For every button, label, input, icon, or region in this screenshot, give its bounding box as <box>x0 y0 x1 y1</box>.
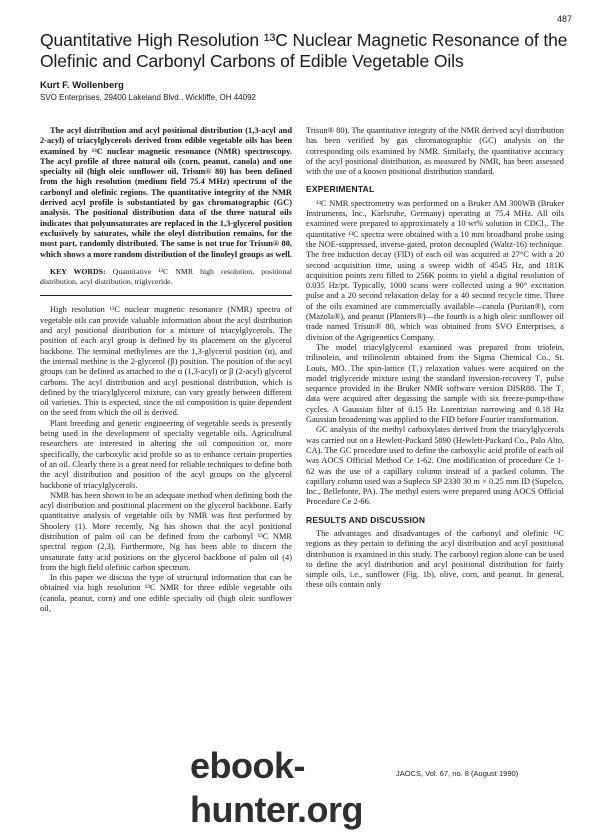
abstract-divider <box>40 295 292 296</box>
experimental-paragraph: ¹³C NMR spectrometry was performed on a Bruker AM 300WB (Bruker Instruments, Inc., Karlsruhe, Germany) operating at 75.4 MHz. All oils examined were prepared to approximately a 10 wt% solution in CDCl₃. The quantitative ¹³C spectra were obtained with a 10 mm broadband probe using the NOE-suppressed, inverse-gated, proton decoupled (Waltz-16) technique. The free induction decay (FID) of each oil was acquired at 27°C with a 20 second acquisition time, using a sweep width of 4545 Hz, and 181K acquisition points zero filled to 256K points to yield a digital resolution of 0.035 Hz/pt. Typically, 1000 scans were collected using a 90° excitation pulse and a 20 second relaxation delay for a 40 second recycle time. Three of the oils examined are commercially available—canola (Puritan®), corn (Mazola®), and peanut (Planters®)—the fourth is a high oleic sunflower oil trade named Trisun® 80, which was obtained from SVO Enterprises, a division of the Agrigenetics Company. <box>306 198 564 342</box>
left-column <box>40 126 292 614</box>
keywords-text: Quantitative ¹³C NMR high resolution, positional distribution, acyl distribution, triglyceride. <box>40 266 292 287</box>
article-title: Quantitative High Resolution ¹³C Nuclear Magnetic Resonance of the Olefinic and Carbonyl Carbons of Edible Vegetable Oils <box>40 30 568 71</box>
results-paragraph: The advantages and disadvantages of the carbonyl and olefinic ¹³C regions as they pertain to defining the acyl distribution and acyl positional distribution is examined in this study. The carbonyl region alone can be used to define the acyl distribution and acyl positional distribution for fairly simple oils, i.e., sunflower (Fig. 1b), olive, corn, and peanut. In general, these oils contain only <box>306 528 564 590</box>
right-column <box>306 126 564 591</box>
page-number: 487 <box>556 14 572 24</box>
experimental-paragraph: The model triacylglycerol examined was prepared from triolein, trilinolein, and trilinolenin obtained from the Sigma Chemical Co., St. Louis, MO. The spin-lattice (T₁) relaxation values were acquired on the model triglyceride mixture using the standard inversion-recovery T₁ pulse sequence provided in the Bruker NMR software version DISR88. The T₁ data were acquired after degassing the sample with six freeze-pump-thaw cycles. A Gaussian filter of 0.15 Hz Lorentzian narrowing and 0.18 Hz Gaussian broadening was applied to the FID before Fourier transformation. <box>306 342 564 425</box>
intro-paragraph: High resolution ¹³C nuclear magnetic resonance (NMR) spectra of vegetable oils can provide valuable information about the acyl distribution and acyl positional distribution for a mixture of triacylglycerols. The position of each acyl group is defined by its placement on the glycerol backbone. The terminal methylenes are the 1,3-glycerol position (α), and the internal methine is the 2-glycerol (β) position. The position of the acyl groups can be defined as attached to the α (1,3-acyl) or β (2-acyl) glycerol carbons. The acyl distribution and acyl positional distribution, which is defined by the triacylglycerol mixture, can vary greatly between different oil varieties. This is expected, since the oil composition is quite dependent on the seed from which the oil is derived. <box>40 305 292 418</box>
intro-paragraph: Plant breeding and genetic engineering of vegetable seeds is presently being used in the development of specialty vegetable oils. Agricultural researchers are interested in altering the oil composition or, more specifically, the carboxylic acid profile so as to enhance certain properties of an oil. Clearly there is a great need for reliable techniques to define both the acyl distribution and position of the acyl groups on the glycerol backbone of triacylglycerols. <box>40 418 292 490</box>
results-heading: RESULTS AND DISCUSSION <box>306 514 426 525</box>
intro-paragraph: In this paper we discuss the type of structural information that can be obtained via high resolution ¹³C NMR for three edible vegetable oils (canola, peanut, corn) and one edible specialty oil (high oleic sunflower oil, <box>40 573 292 614</box>
author-name: Kurt F. Wollenberg <box>40 80 124 91</box>
abstract: The acyl distribution and acyl positional distribution (1,3-acyl and 2-acyl) of triacylglycerols derived from edible vegetable oils has been examined by ¹³C nuclear magnetic resonance (NMR) spectroscopy. The acyl profile of three natural oils (corn, peanut, canola) and one specialty oil (high oleic sunflower oil, Trisun® 80) has been defined from the high resolution (medium field 75.4 MHz) spectrum of the carbonyl and olefinic regions. The quantitative integrity of the NMR derived acyl profile is substantiated by gas chromatographic (GC) analysis. The positional distribution data of the three natural oils indicates that polyunsaturates are replaced in the 1,3-glycerol position exclusively by saturates, while the oleyl distribution remains, for the most part, randomly distributed. The same is not true for Trisun® 80, which shows a more random distribution of the linoleyl groups as well. <box>40 126 292 259</box>
journal-footer: JAOCS, Vol. 67, no. 8 (August 1990) <box>396 769 519 778</box>
intro-continuation: Trisun® 80). The quantitative integrity of the NMR derived acyl distribution has been verified by gas chromatographic (GC) analysis on the corresponding oils examined by NMR. Similarly, the quantitative accuracy of the acyl positional distribution, as measured by NMR, has been assessed with the use of a known positional distribution standard. <box>306 126 564 177</box>
author-affiliation: SVO Enterprises, 29400 Lakeland Blvd., Wickliffe, OH 44092 <box>40 93 256 102</box>
watermark-logo: ebook-hunter.org <box>190 745 363 830</box>
keywords <box>40 267 292 288</box>
keywords-label: KEY WORDS: <box>50 266 106 276</box>
experimental-paragraph: GC analysis of the methyl carboxylates derived from the triacylglycerols was carried out on a Hewlett-Packard 5890 (Hewlett-Packard Co., Palo Alto, CA). The GC procedure used to define the carboxylic acid profile of each oil was AOCS Official Method Ce 1-62. One modification of procedure Ce 1-62 was the use of a capillary column instead of a packed column. The capillary column used was a Supleco SP 2330 30 m × 0.25 mm ID (Supelco, Inc., Bellefonte, PA). The methyl esters were prepared using AOCS Official Procedure Ce 2-66. <box>306 425 564 507</box>
intro-paragraph: NMR has been shown to be an adequate method when defining both the acyl distribution and positional placement on the glycerol backbone. Early quantitative analysis of vegetable oils by NMR was first performed by Shoolery (1). More recently, Ng has shown that the acyl positional distribution of palm oil can be defined from the carbonyl ¹³C NMR spectral region (2,3). Furthermore, Ng has been able to discern the unsaturate fatty acid positions on the glycerol backbone of palm oil (4) from the high field olefinic carbon spectrum. <box>40 490 292 572</box>
experimental-heading: EXPERIMENTAL <box>306 184 375 195</box>
